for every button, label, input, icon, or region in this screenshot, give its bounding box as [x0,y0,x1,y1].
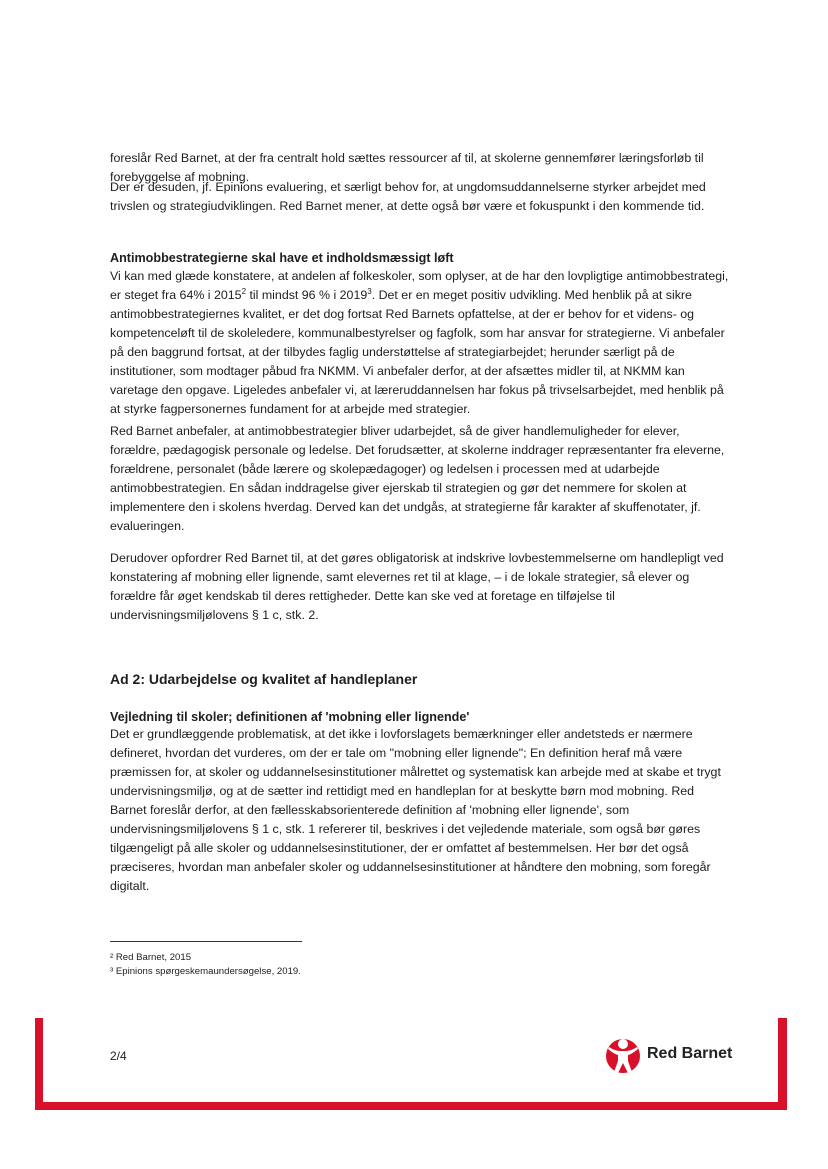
footnote-divider [110,941,302,942]
section-heading-action-plans: Ad 2: Udarbejdelse og kvalitet af handleplaner [110,671,418,687]
paragraph-text: til mindst 96 % i 2019 [246,288,368,302]
footnote-ref-2: 2 [241,286,247,296]
footnote-2: ² Red Barnet, 2015 [110,952,192,963]
page-number: 2/4 [110,1049,127,1063]
red-barnet-logo [603,1034,739,1076]
red-barnet-child-icon [603,1034,643,1076]
subheading-guidance-definition: Vejledning til skoler; definitionen af 'mobning eller lignende' [110,710,470,724]
paragraph-text: . Det er en meget positiv udvikling. Med henblik på at sikre antimobbestrategiernes kvalitet, er det dog fortsat Red Barnets opfattelse, at der er behov for et videns- og kompetenceløft til de skoleledere, kommunalbestyrelser og fagfolk, som har ansvar for strategierne. Vi anbefaler på den baggrund fortsat, at der tilbydes faglig understøttelse af strategiarbejdet; herunder særligt på de institutioner, som modtager påbud fra NKMM. Vi anbefaler derfor, at der afsættes midler til, at NKMM kan varetage den opgave. Ligeledes anbefaler vi, at læreruddannelsen har fokus på trivselsarbejdet, med henblik på at styrke fagpersonernes fundament for at arbejde med strategier. [110,288,725,416]
footnote-ref-3: 3 [367,286,372,296]
paragraph-strategy-statistics [110,267,732,419]
paragraph-text: Vi kan med glæde konstatere, at andelen af folkeskoler, som oplyser, at de har den lovpligtige antimobbestrategi, er steget fra 64% i 2015 [110,269,729,302]
footer-frame-bottom [35,1102,787,1110]
logo-text: Red Barnet [647,1045,733,1062]
subheading-antimobbing-strategies: Antimobbestrategierne skal have et indholdsmæssigt løft [110,251,454,265]
footnote-3: ³ Epinions spørgeskemaundersøgelse, 2019. [110,966,301,977]
paragraph-definition: Det er grundlæggende problematisk, at det ikke i lovforslagets bemærkninger eller andetsteds er nærmere defineret, hvordan det vurderes, om der er tale om "mobning eller lignende"; En definition heraf må være præmissen for, at skoler og uddannelsesinstitutioner målrettet og systematisk kan arbejde med at skabe et trygt undervisningsmiljø, og at de sætter ind rettidigt med en handleplan for at beskytte børn mod mobning. Red Barnet foreslår derfor, at den fællesskabsorienterede definition af 'mobning eller lignende', som undervisningsmiljølovens § 1 c, stk. 1 refererer til, beskrives i det vejledende materiale, som også bør gøres tilgængeligt på alle skoler og uddannelsesinstitutioner, der er omfattet af bestemmelsen. Her bør det også præciseres, hvordan man anbefaler skoler og uddannelsesinstitutioner at håndtere den mobning, som foregår digitalt. [110,727,721,893]
paragraph-mobbing-courses: foreslår Red Barnet, at der fra centralt hold sættes ressourcer af til, at skolerne gennemfører læringsforløb til forebyggelse af mobning. [110,151,704,184]
paragraph-youth-education: Der er desuden, jf. Epinions evaluering, et særligt behov for, at ungdomsuddannelserne styrker arbejdet med trivslen og strategiudviklingen. Red Barnet mener, at dette også bør være et fokuspunkt i den kommende tid. [110,180,706,213]
footer-frame-left [35,1018,43,1110]
footer-frame-right [778,1018,787,1110]
paragraph-obligation: Derudover opfordrer Red Barnet til, at det gøres obligatorisk at indskrive lovbestemmelserne om handlepligt ved konstatering af mobning eller lignende, samt elevernes ret til at klage, – i de lokale strategier, så elever og forældre får øget kendskab til deres rettigheder. Dette kan ske ved at foretage en tilføjelse til undervisningsmiljølovens § 1 c, stk. 2. [110,551,724,622]
paragraph-strategy-involvement: Red Barnet anbefaler, at antimobbestrategier bliver udarbejdet, så de giver handlemuligheder for elever, forældre, pædagogisk personale og ledelse. Det forudsætter, at skolerne inddrager repræsentanter fra eleverne, forældrene, personalet (både lærere og skolepædagoger) og ledelsen i processen med at udarbejde antimobbestrategien. En sådan inddragelse giver ejerskab til strategien og gør det nemmere for skolen at implementere den i skolens hverdag. Derved kan det undgås, at strategierne får karakter af skuffenotater, jf. evalueringen. [110,424,725,533]
